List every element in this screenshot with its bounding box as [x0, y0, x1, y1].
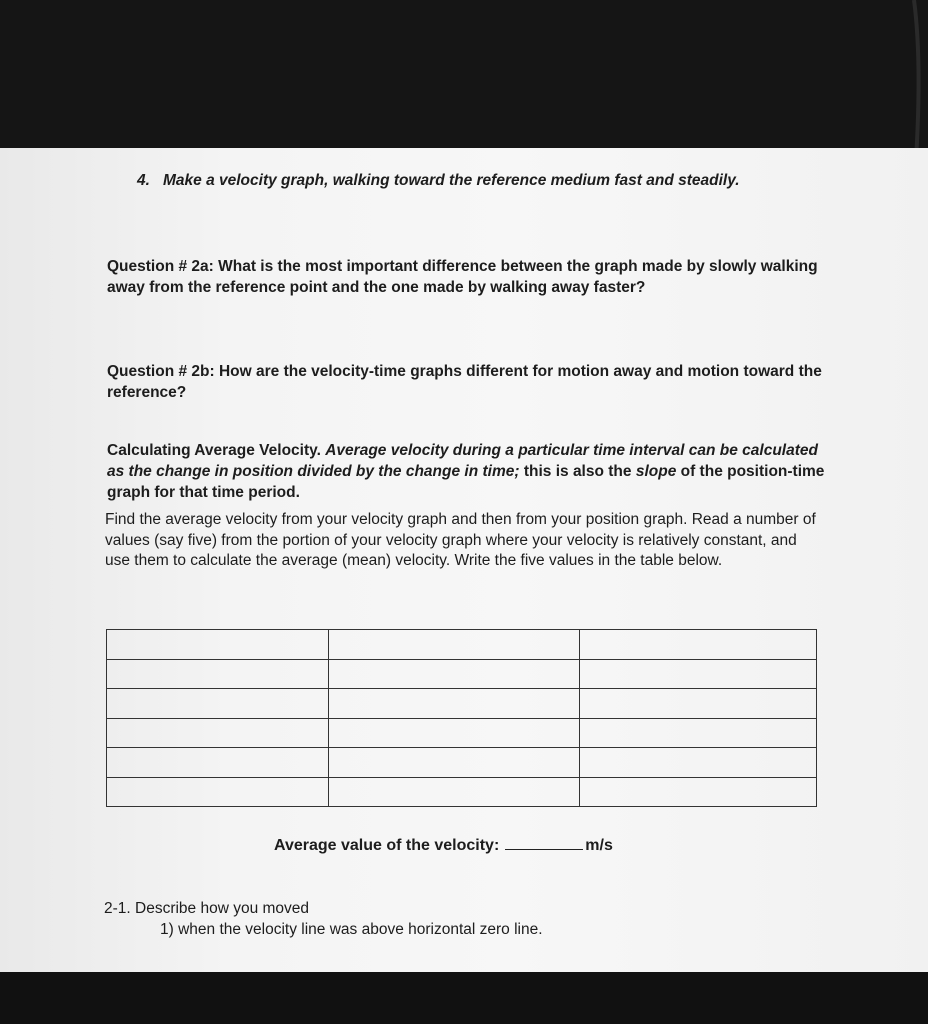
table-row	[107, 718, 817, 748]
average-velocity-explanation	[107, 440, 825, 503]
table-cell[interactable]	[107, 689, 329, 719]
average-velocity-answer	[274, 835, 613, 856]
item-4-text: Make a velocity graph, walking toward the reference medium fast and steadily.	[163, 172, 740, 189]
table-cell[interactable]	[328, 689, 580, 719]
worksheet-page	[0, 148, 928, 972]
table-row	[107, 777, 817, 807]
question-2b-text: How are the velocity-time graphs different for motion away and motion toward the reference?	[107, 363, 822, 401]
average-velocity-heading: Calculating Average Velocity.	[107, 442, 321, 459]
table-cell[interactable]	[328, 748, 580, 778]
table-cell[interactable]	[580, 718, 817, 748]
table-row	[107, 659, 817, 689]
table-row	[107, 630, 817, 660]
table-cell[interactable]	[107, 748, 329, 778]
table-cell[interactable]	[328, 659, 580, 689]
item-4-number: 4.	[137, 172, 150, 189]
photo-background-top	[0, 0, 928, 148]
question-2a-text: What is the most important difference between the graph made by slowly walking away from the reference point and the one made by walking away faster?	[107, 258, 818, 296]
table-cell[interactable]	[328, 630, 580, 660]
average-velocity-slope-word: slope	[635, 463, 677, 480]
average-velocity-slope-post: of the position-time graph for that time period.	[107, 463, 825, 501]
table-cell[interactable]	[580, 777, 817, 807]
table-cell[interactable]	[580, 659, 817, 689]
photo-background-bottom	[0, 972, 928, 1024]
table-cell[interactable]	[107, 777, 329, 807]
table-cell[interactable]	[580, 748, 817, 778]
table-cell[interactable]	[107, 630, 329, 660]
table-cell[interactable]	[580, 630, 817, 660]
velocity-values-table	[106, 629, 817, 807]
question-2a	[107, 256, 822, 298]
section-2-1-heading: 2-1. Describe how you moved	[104, 900, 310, 917]
section-2-1-item-1: 1) when the velocity line was above horizontal zero line.	[160, 921, 543, 938]
table-cell[interactable]	[107, 718, 329, 748]
item-4-instruction	[137, 170, 740, 191]
average-velocity-instructions: Find the average velocity from your velocity graph and then from your position graph. Read a number of values (say five) from the portion of your velocity graph where your velocity is relatively constant, and use them to calculate the average (mean) velocity. Write the five values in the table below.	[105, 511, 816, 569]
average-velocity-slope-pre: this is also the	[523, 463, 632, 480]
table-row	[107, 689, 817, 719]
table-cell[interactable]	[107, 659, 329, 689]
average-velocity-label: Average value of the velocity:	[274, 837, 500, 854]
average-velocity-blank[interactable]	[505, 835, 583, 850]
question-2a-label: Question # 2a:	[107, 258, 214, 275]
table-cell[interactable]	[328, 718, 580, 748]
page-edge-curve	[908, 0, 928, 160]
question-2b	[107, 361, 822, 403]
table-cell[interactable]	[580, 689, 817, 719]
question-2b-label: Question # 2b:	[107, 363, 215, 380]
table-cell[interactable]	[328, 777, 580, 807]
average-velocity-definition: Average velocity during a particular time interval can be calculated as the change in position divided by the change in time;	[107, 442, 818, 480]
table-row	[107, 748, 817, 778]
average-velocity-unit: m/s	[585, 837, 613, 854]
